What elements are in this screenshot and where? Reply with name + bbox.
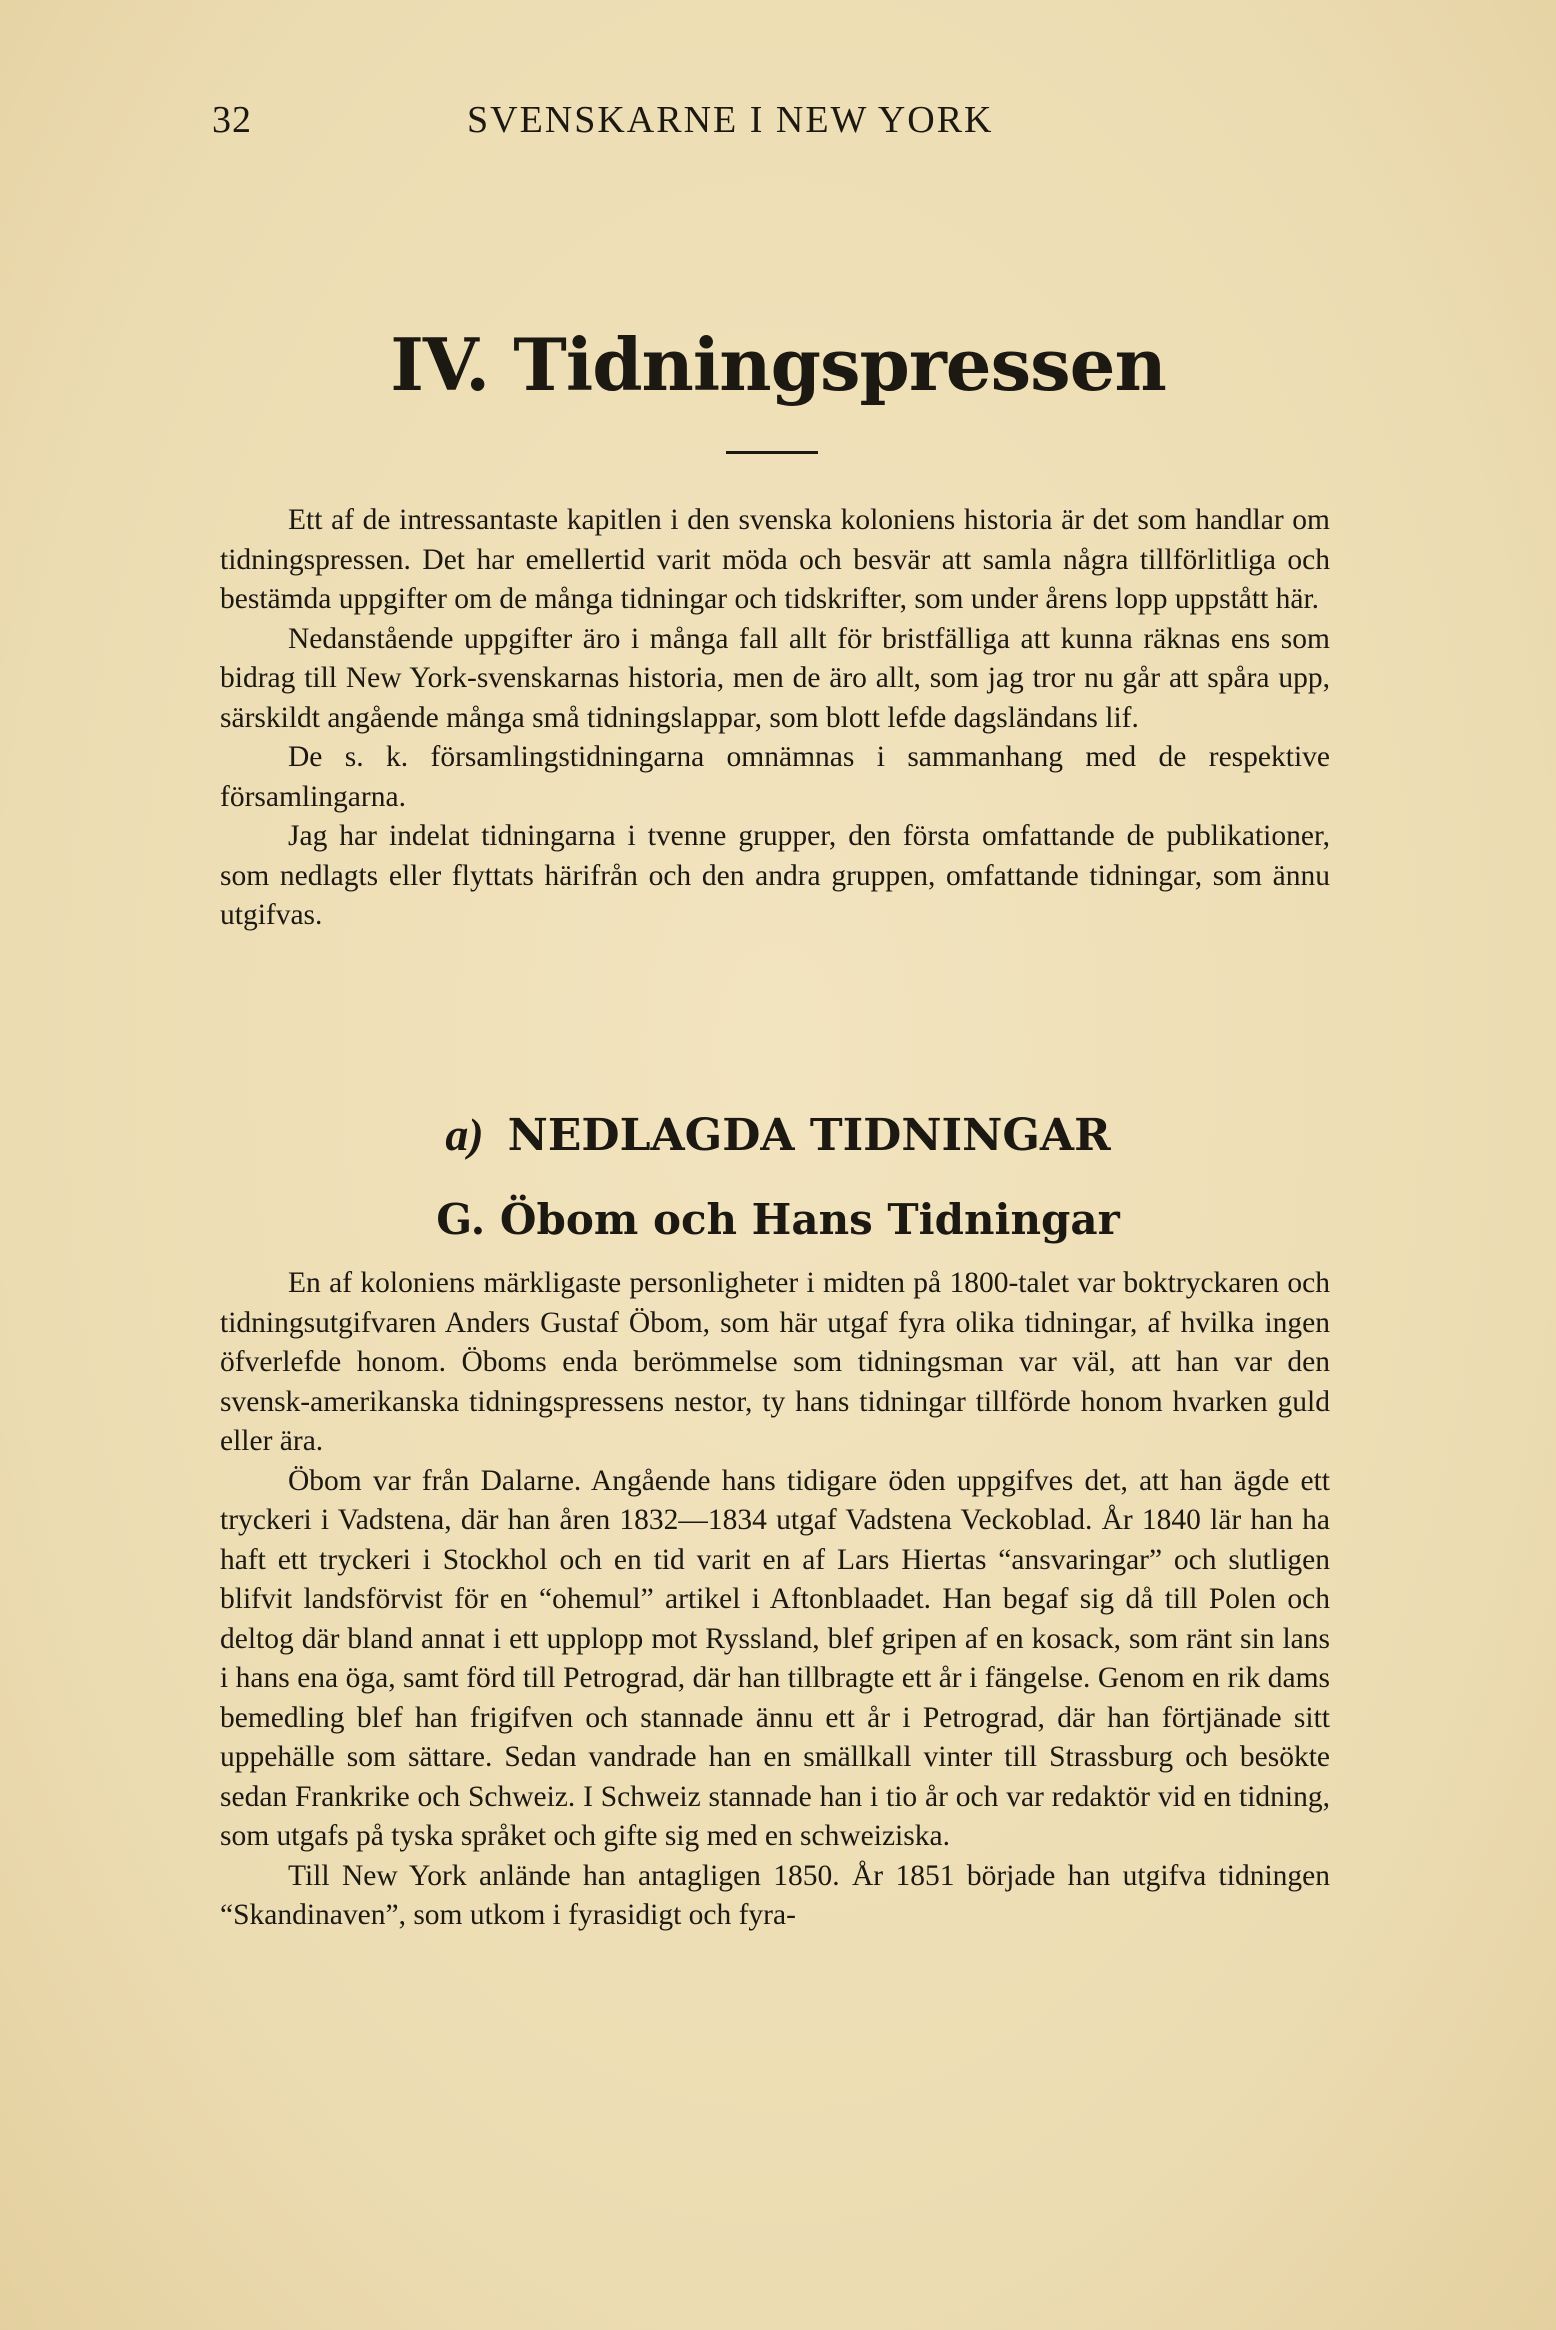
obom-text (220, 1264, 1330, 1936)
section-title: NEDLAGDA TIDNINGAR (507, 1110, 1111, 1161)
paragraph: En af koloniens märkligaste personligheter i midten på 1800-talet var boktryckaren och tidningsutgifvaren Anders Gustaf Öbom, som här utgaf fyra olika tidningar, af hvilka ingen öfverlefde honom. Öboms enda berömmelse som tidningsman var väl, att han var den svensk-amerikanska tidningspressens nestor, ty hans tidningar tillförde honom hvarken guld eller ära. (220, 1267, 1330, 1457)
running-title: SVENSKARNE I NEW YORK (467, 99, 994, 141)
paragraph: Till New York anlände han antagligen 1850. År 1851 började han utgifva tidningen “Skandinaven”, som utkom i fyrasidigt och fyra- (220, 1859, 1330, 1931)
paragraph: Jag har indelat tidningarna i tvenne grupper, den första omfattande de publikationer, som nedlagts eller flyttats härifrån och den andra gruppen, omfattande tidningar, som ännu utgifvas. (220, 820, 1330, 931)
page-number: 32 (212, 99, 252, 141)
chapter-title: IV. Tidningspressen (390, 322, 1166, 407)
title-rule (726, 451, 818, 454)
section-marker: a) (445, 1109, 484, 1160)
running-head (212, 98, 1336, 158)
intro-text (220, 501, 1330, 936)
paragraph: Nedanstående uppgifter äro i många fall allt för bristfälliga att kunna räknas ens som bidrag till New York-svenskarnas historia, men de äro allt, som jag tror nu går att spåra upp, särskildt angående många små tidningslappar, som blott lefde dagsländans lif. (220, 622, 1330, 734)
paragraph: Ett af de intressantaste kapitlen i den svenska koloniens historia är det som handlar om tidningspressen. Det har emellertid varit möda och besvär att samla några tillförlitliga och bestämda uppgifter om de många tidningar och tidskrifter, som under årens lopp uppstått här. (220, 504, 1330, 615)
paragraph: Öbom var från Dalarne. Angående hans tidigare öden uppgifves det, att han ägde ett tryckeri i Vadstena, där han åren 1832—1834 utgaf Vadstena Veckoblad. År 1840 lär han ha haft ett tryckeri i Stockhol och en tid varit en af Lars Hiertas “ansvaringar” och slutligen blifvit landsförvist för en “ohemul” artikel i Aftonblaadet. Han begaf sig då till Polen och deltog där bland annat i ett upplopp mot Ryssland, blef gripen af en kosack, som ränt sin lans i hans ena öga, samt förd till Petrograd, där han tillbragte ett år i fängelse. Genom en rik dams bemedling blef han frigifven och stannade ännu ett år i Petrograd, där han förtjänade sitt uppehälle som sättare. Sedan vandrade han en smällkall vinter till Strassburg och besökte sedan Frankrike och Schweiz. I Schweiz stannade han i tio år och var redaktör vid en tidning, som utgafs på tyska språket och gifte sig med en schweiziska. (220, 1464, 1330, 1852)
section-heading (0, 1108, 1556, 1161)
subsection-heading: G. Öbom och Hans Tidningar (436, 1195, 1120, 1244)
paragraph: De s. k. församlingstidningarna omnämnas i sammanhang med de respektive församlingarna. (220, 741, 1330, 813)
